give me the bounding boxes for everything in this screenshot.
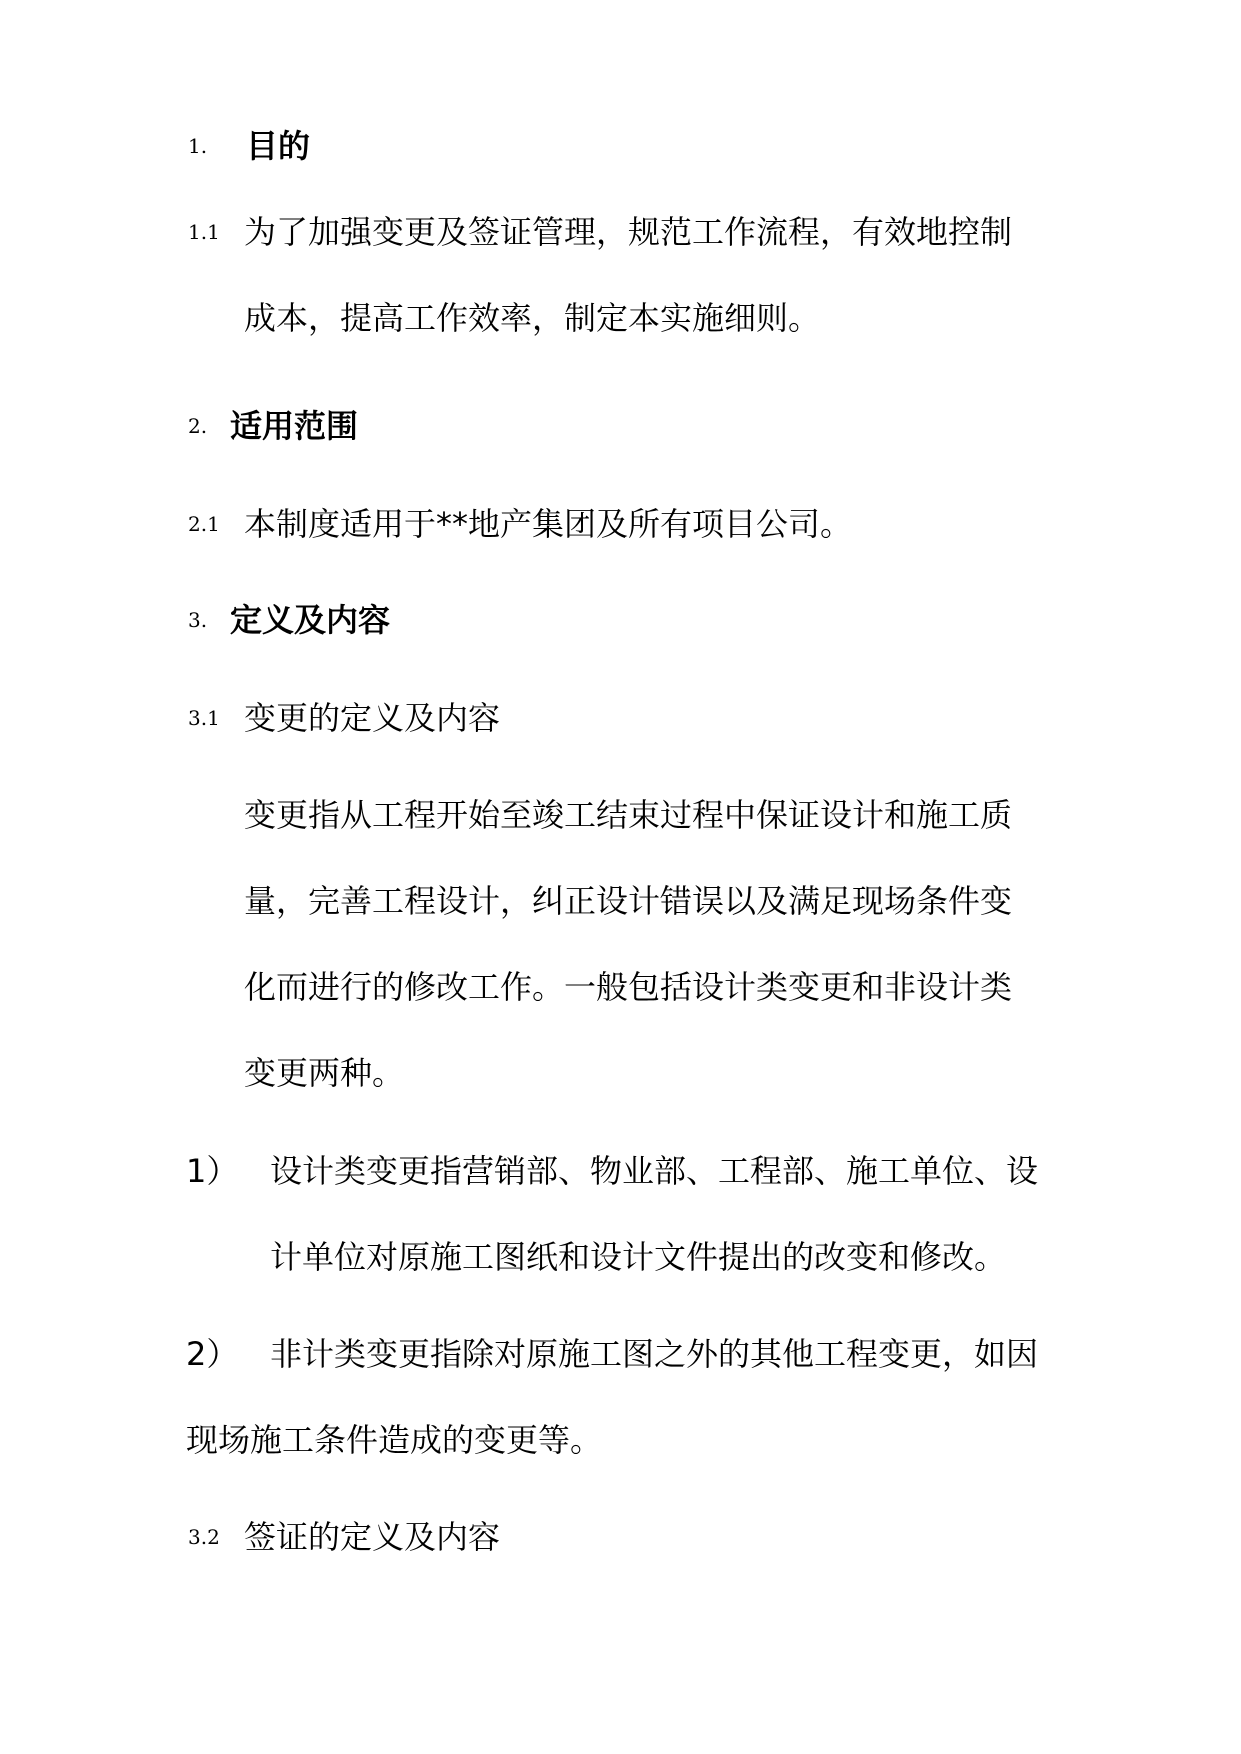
item-number: 2.1 — [188, 512, 220, 536]
list-item-1-line-2 — [0, 1214, 1241, 1300]
list-marker: 1） — [186, 1152, 239, 1190]
section-title: 定义及内容 — [230, 601, 391, 639]
section-number: 3. — [188, 608, 208, 632]
item-number: 3.2 — [188, 1525, 220, 1549]
item-3-1-line-1 — [0, 675, 1241, 761]
item-text-line: 本制度适用于**地产集团及所有项目公司。 — [244, 505, 853, 543]
item-2-1-line-1 — [0, 481, 1241, 567]
list-item-2-line-1 — [0, 1311, 1241, 1397]
list-item-1-line-1 — [0, 1128, 1241, 1214]
list-text-line: 现场施工条件造成的变更等。 — [186, 1421, 603, 1459]
section-title: 目的 — [246, 127, 311, 165]
list-text-line: 非计类变更指除对原施工图之外的其他工程变更，如因 — [270, 1335, 1039, 1373]
item-number: 1.1 — [188, 220, 220, 244]
list-item-2-line-2 — [0, 1397, 1241, 1483]
paragraph-text-line: 量，完善工程设计，纠正设计错误以及满足现场条件变 — [244, 882, 1013, 920]
paragraph-line-2 — [0, 858, 1241, 944]
item-text-line: 签证的定义及内容 — [244, 1518, 501, 1556]
paragraph-line-4 — [0, 1030, 1241, 1116]
paragraph-text-line: 化而进行的修改工作。一般包括设计类变更和非设计类 — [244, 968, 1013, 1006]
item-number: 3.1 — [188, 706, 220, 730]
section-2-heading — [0, 383, 1241, 469]
item-text-line: 为了加强变更及签证管理，规范工作流程，有效地控制 — [244, 213, 1013, 251]
list-text-line: 计单位对原施工图纸和设计文件提出的改变和修改。 — [270, 1238, 1007, 1276]
paragraph-text-line: 变更指从工程开始至竣工结束过程中保证设计和施工质 — [244, 796, 1013, 834]
list-marker: 2） — [186, 1335, 239, 1373]
item-text-line: 变更的定义及内容 — [244, 699, 501, 737]
item-1-1-line-2 — [0, 275, 1241, 361]
section-title: 适用范围 — [230, 407, 359, 445]
item-text-line: 成本，提高工作效率，制定本实施细则。 — [244, 299, 821, 337]
item-1-1-line-1 — [0, 189, 1241, 275]
section-number: 1. — [188, 134, 208, 158]
section-1-heading — [0, 103, 1241, 189]
paragraph-text-line: 变更两种。 — [244, 1054, 405, 1092]
section-3-heading — [0, 577, 1241, 663]
paragraph-line-1 — [0, 772, 1241, 858]
list-text-line: 设计类变更指营销部、物业部、工程部、施工单位、设 — [270, 1152, 1039, 1190]
section-number: 2. — [188, 414, 208, 438]
paragraph-line-3 — [0, 944, 1241, 1030]
item-3-2-line-1 — [0, 1494, 1241, 1580]
